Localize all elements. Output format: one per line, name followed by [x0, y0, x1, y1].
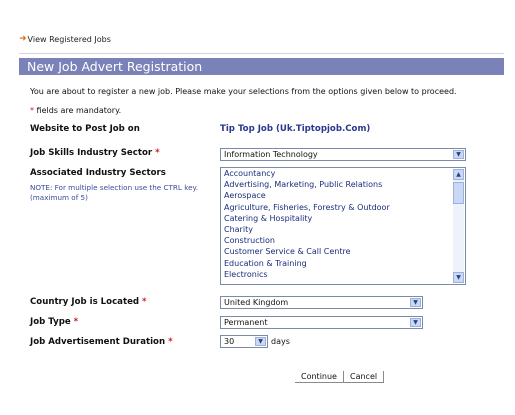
duration-label: [30, 337, 173, 347]
scroll-up-icon[interactable]: ▲: [453, 169, 464, 180]
country-value: United Kingdom: [224, 298, 289, 307]
required-asterisk: *: [142, 297, 147, 307]
scroll-thumb[interactable]: [453, 182, 464, 204]
view-registered-jobs-link[interactable]: [19, 35, 111, 44]
listbox-scrollbar[interactable]: [453, 169, 464, 283]
mandatory-note: [30, 106, 121, 115]
sector-option[interactable]: Catering & Hospitality: [224, 213, 313, 223]
chevron-down-icon[interactable]: ▼: [410, 318, 421, 327]
continue-button[interactable]: Continue: [295, 371, 344, 383]
sector-option[interactable]: Education & Training: [224, 258, 307, 268]
sector-option[interactable]: Charity: [224, 225, 253, 235]
required-asterisk: *: [168, 337, 173, 347]
sector-option[interactable]: Construction: [224, 236, 275, 246]
associated-sectors-label: Associated Industry Sectors: [30, 168, 166, 178]
required-asterisk: *: [30, 106, 34, 115]
multi-select-note: NOTE: For multiple selection use the CTRL key. (maximum of 5): [30, 183, 199, 202]
duration-value: 30: [224, 337, 235, 346]
job-type-select[interactable]: [220, 316, 423, 329]
website-value: Tip Top Job (Uk.Tiptopjob.Com): [220, 124, 371, 134]
duration-select[interactable]: [220, 335, 268, 348]
sector-option[interactable]: Electronics: [224, 269, 268, 279]
intro-text: You are about to register a new job. Please make your selections from the options given below to proceed.: [30, 87, 457, 96]
industry-sector-select[interactable]: [220, 148, 466, 161]
arrow-icon: ➜: [19, 34, 27, 44]
duration-label-text: Job Advertisement Duration: [30, 337, 166, 347]
mandatory-text: fields are mandatory.: [36, 106, 122, 115]
country-label: [30, 297, 147, 307]
view-registered-jobs-label: View Registered Jobs: [27, 35, 111, 44]
country-select[interactable]: [220, 296, 423, 309]
job-type-label: [30, 317, 78, 327]
sector-option[interactable]: Accountancy: [224, 169, 276, 178]
divider: [19, 53, 504, 54]
job-type-label-text: Job Type: [30, 317, 71, 327]
required-asterisk: *: [73, 317, 79, 327]
sector-option[interactable]: Agriculture, Fisheries, Forestry & Outdoor: [224, 202, 390, 212]
industry-sector-label: [30, 148, 160, 158]
cancel-button[interactable]: Cancel: [344, 371, 384, 383]
chevron-down-icon[interactable]: ▼: [453, 150, 464, 159]
chevron-down-icon[interactable]: ▼: [410, 298, 421, 307]
website-label: Website to Post Job on: [30, 124, 140, 134]
duration-unit: days: [271, 337, 290, 346]
required-asterisk: *: [155, 148, 160, 158]
page-title: New Job Advert Registration: [19, 58, 504, 75]
industry-sector-value: Information Technology: [224, 150, 318, 159]
associated-sectors-listbox[interactable]: [220, 167, 466, 285]
scroll-down-icon[interactable]: ▼: [453, 272, 464, 283]
country-label-text: Country Job is Located: [30, 297, 140, 307]
chevron-down-icon[interactable]: ▼: [255, 337, 266, 346]
sector-option[interactable]: Aerospace: [224, 191, 266, 201]
industry-sector-label-text: Job Skills Industry Sector: [30, 148, 153, 158]
sector-option[interactable]: Customer Service & Call Centre: [224, 247, 351, 257]
sector-option[interactable]: Advertising, Marketing, Public Relations: [224, 180, 383, 190]
job-type-value: Permanent: [224, 318, 268, 327]
